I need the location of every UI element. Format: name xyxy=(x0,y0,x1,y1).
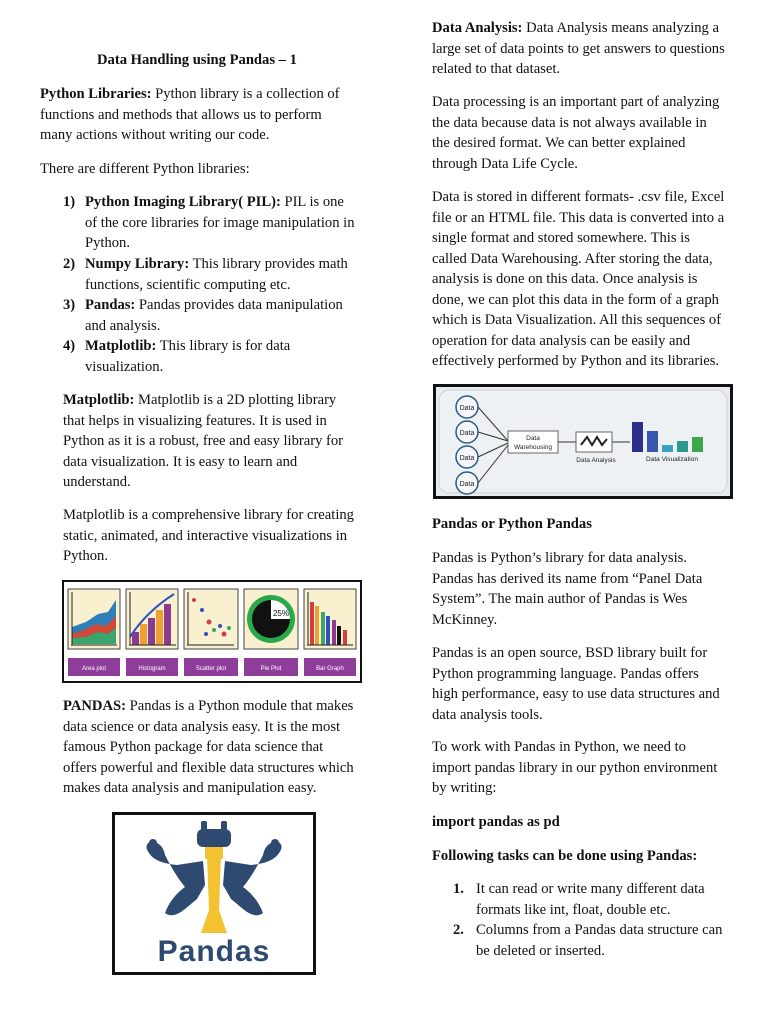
pandas-is-text: System”. The main author of Pandas is Wes xyxy=(432,591,688,607)
list-label: Python Imaging Library( PIL): xyxy=(85,194,281,210)
stored-text: done, we can plot this data in the form of a graph xyxy=(432,291,719,308)
pandas-is-paragraph xyxy=(432,548,752,630)
list-text: functions, scientific computing etc. xyxy=(85,276,291,293)
data-stored-paragraph xyxy=(432,187,752,372)
data-life-cycle-diagram xyxy=(436,387,730,496)
pandas-is-text: Pandas is Python’s library for data analysis. xyxy=(432,550,687,566)
warehousing-label-line1: Data xyxy=(526,435,540,442)
python-libraries-text: functions and methods that allows us to perform xyxy=(40,106,322,123)
matplotlib-text: Python as it is a robust, free and easy library for xyxy=(63,433,344,449)
matplotlib-paragraph-2 xyxy=(63,505,383,567)
pandas-paragraph xyxy=(63,696,383,799)
open-source-text: high performance, easy to use data structures and xyxy=(432,686,720,702)
task-text: be deleted or inserted. xyxy=(476,942,605,959)
list-item xyxy=(63,192,383,251)
matplotlib-text: that helps in visualizing features. It is used in xyxy=(63,412,327,429)
tasks-heading xyxy=(432,846,697,867)
matplotlib-text: Python. xyxy=(63,548,109,564)
matplotlib-text: Matplotlib is a 2D plotting library xyxy=(134,392,337,408)
list-number: 1) xyxy=(63,194,76,210)
visualization-label: Data Visualization xyxy=(646,456,698,463)
list-text: This library provides math xyxy=(189,256,348,272)
processing-text: through Data Life Cycle. xyxy=(432,155,578,172)
list-label: Numpy Library: xyxy=(85,256,190,272)
list-label: Pandas: xyxy=(85,297,136,313)
matplotlib-text: Matplotlib is a comprehensive library for creating xyxy=(63,507,354,523)
task-number: 1. xyxy=(453,881,464,897)
python-libraries-text: many actions without writing our code. xyxy=(40,127,270,143)
pandas-is-text: Pandas has derived its name from “Panel Data xyxy=(432,570,703,587)
plot-label: Histogram xyxy=(138,666,166,672)
pandas-text: data science or data analysis easy. It is the most xyxy=(63,718,341,735)
list-text: Python. xyxy=(85,235,131,251)
open-source-paragraph xyxy=(432,643,752,725)
plot-types-figure xyxy=(62,580,362,683)
task-text: Columns from a Pandas data structure can xyxy=(476,922,723,938)
import-code-text: import pandas as pd xyxy=(432,814,560,830)
list-item xyxy=(63,295,383,334)
import-code xyxy=(432,812,560,833)
data-analysis-text: related to that dataset. xyxy=(432,61,561,77)
matplotlib-text: static, animated, and interactive visualizations in xyxy=(63,527,348,544)
list-number: 2) xyxy=(63,256,76,272)
stored-text: file or an HTML file. This data is converted into a xyxy=(432,209,725,226)
processing-text: Data processing is an important part of analyzing xyxy=(432,94,720,110)
work-text: To work with Pandas in Python, we need to xyxy=(432,739,686,755)
task-text: formats like int, float, double etc. xyxy=(476,901,671,918)
pandas-heading-text: Pandas or Python Pandas xyxy=(432,516,592,532)
work-with-pandas-paragraph xyxy=(432,737,752,799)
task-item xyxy=(453,879,753,918)
data-node-label: Data xyxy=(459,481,475,488)
data-analysis-paragraph xyxy=(432,18,752,80)
task-item xyxy=(453,920,753,959)
stored-text: which is Data Visualization. All this sequences of xyxy=(432,312,722,328)
pie-plot-icon xyxy=(247,595,295,643)
pandas-text: famous Python package for data science that xyxy=(63,739,324,755)
list-item xyxy=(63,336,383,375)
processing-text: the desired format. We can better explained xyxy=(432,135,686,151)
logo-wordmark: Pandas xyxy=(157,935,271,968)
pandas-logo-figure xyxy=(112,812,316,975)
plot-label: Area plot xyxy=(81,666,107,672)
stored-text: analysis is done on this data. Once analysis is xyxy=(432,271,698,287)
pandas-text: makes data analysis and manipulation easy. xyxy=(63,780,317,796)
list-text: visualization. xyxy=(85,358,164,375)
logo-right-figure xyxy=(223,841,282,915)
pandas-text: offers powerful and flexible data structures which xyxy=(63,759,354,776)
data-node-label: Data xyxy=(459,455,475,462)
different-libraries-text: There are different Python libraries: xyxy=(40,161,250,177)
list-label: Matplotlib: xyxy=(85,338,157,354)
data-life-cycle-figure xyxy=(433,384,733,499)
list-text: of the core libraries for image manipulation in xyxy=(85,214,355,231)
data-analysis-text: large set of data points to get answers to questions xyxy=(432,40,725,57)
list-text: Pandas provides data manipulation xyxy=(135,297,343,313)
page-title: Data Handling using Pandas – 1 xyxy=(97,52,297,68)
data-analysis-label: Data Analysis: xyxy=(432,20,523,36)
pandas-text: Pandas is a Python module that makes xyxy=(125,698,354,714)
work-text: import pandas library in our python environment xyxy=(432,759,718,776)
open-source-text: Python programming language. Pandas offers xyxy=(432,665,699,682)
pandas-logo xyxy=(115,815,313,972)
stored-text: Data is stored in different formats- .csv file, Excel xyxy=(432,189,725,205)
data-analysis-text: Data Analysis means analyzing a xyxy=(522,20,719,36)
list-number: 4) xyxy=(63,338,76,354)
task-number: 2. xyxy=(453,922,464,938)
stored-text: operation for data analysis can be easily and xyxy=(432,332,691,349)
pandas-heading xyxy=(432,514,592,535)
scatter-plot-panel xyxy=(184,589,238,649)
data-processing-paragraph xyxy=(432,92,752,174)
list-number: 3) xyxy=(63,297,76,313)
data-node-label: Data xyxy=(459,405,475,412)
list-text: and analysis. xyxy=(85,317,161,334)
logo-stem xyxy=(201,855,227,933)
stored-text: called Data Warehousing. After storing the data, xyxy=(432,250,713,267)
python-libraries-label: Python Libraries: xyxy=(40,86,152,102)
pandas-is-text: McKinney. xyxy=(432,611,498,628)
python-libraries-text: Python library is a collection of xyxy=(151,86,340,102)
task-text: It can read or write many different data xyxy=(476,881,705,897)
work-text: by writing: xyxy=(432,780,497,796)
stored-text: single format and stored somewhere. This is xyxy=(432,230,690,246)
matplotlib-label: Matplotlib: xyxy=(63,392,135,408)
list-item xyxy=(63,254,383,293)
stored-text: effectively performed by Python and its libraries. xyxy=(432,353,720,369)
warehousing-label-line2: Warehousing xyxy=(513,444,553,451)
matplotlib-text: understand. xyxy=(63,474,131,490)
matplotlib-paragraph xyxy=(63,390,383,493)
plot-label: Scatter plot xyxy=(195,666,227,672)
logo-left-figure xyxy=(146,841,205,915)
matplotlib-text: data visualization. It is easy to learn and xyxy=(63,453,298,470)
open-source-text: Pandas is an open source, BSD library built for xyxy=(432,645,708,661)
plot-types-image xyxy=(64,582,360,681)
list-text: PIL is one xyxy=(280,194,344,210)
analysis-label: Data Analysis xyxy=(576,457,616,464)
list-text: This library is for data xyxy=(156,338,291,354)
processing-text: the data because data is not always available in xyxy=(432,114,707,131)
python-libraries-paragraph xyxy=(40,84,380,146)
pie-percent-label: 25% xyxy=(272,609,290,618)
data-node-label: Data xyxy=(459,430,475,437)
tasks-heading-text: Following tasks can be done using Pandas: xyxy=(432,848,698,864)
pandas-label: PANDAS: xyxy=(63,698,126,714)
plot-label: Pie Plot xyxy=(260,666,282,672)
plot-label: Bar Graph xyxy=(316,666,344,672)
open-source-text: data analysis tools. xyxy=(432,706,543,723)
